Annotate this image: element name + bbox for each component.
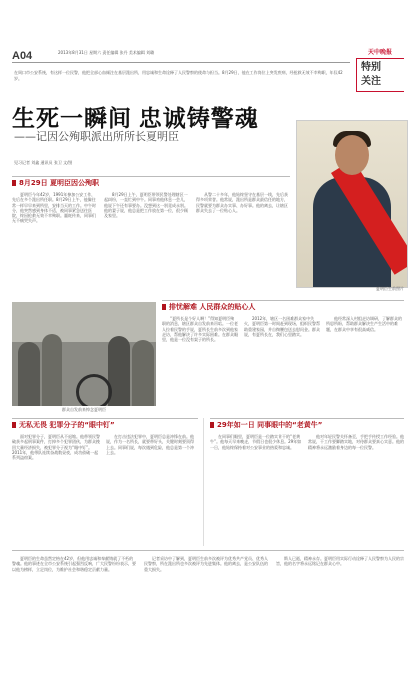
page-number: A04	[12, 50, 33, 62]
section-marker-icon	[12, 180, 16, 186]
article-column-9: 在同事们眼里，夏明臣是一位踏实肯干的“老黄牛”。他每天早来晚走，节假日也很少休息。29年如一日，他始终保持着对公安事业的热爱和忠诚。	[210, 434, 302, 450]
section-heading-4-text: 29年如一日 同事眼中的“老黄牛”	[217, 421, 323, 429]
section-title-line-2: 关注	[361, 76, 381, 87]
article-column-11: 夏明臣的生命虽然定格在42岁，但他用忠诚和奉献铸就了不朽的警魂。他的事迹在全市公安系统引起强烈反响，广大民警纷纷表示，要以他为榜样，立足岗位，为维护社会和谐稳定贡献力量。	[12, 556, 136, 572]
byline: 见习记者 刘鑫 通讯员 张卫 文/图	[14, 160, 73, 165]
section-marker-icon	[12, 422, 16, 428]
section-heading-2-text: 排忧解难 人民群众的贴心人	[169, 303, 256, 311]
article-column-2: 8月29日上午，夏明臣带领民警处理辖区一起纠纷，一直忙到中午。同事劝他休息一会儿，他说下午还有事要办。没想到这一别竟成永别。他的妻子说，他总是把工作放在第一位，很少顾及家里。	[104, 192, 188, 219]
section-marker-icon	[162, 304, 166, 310]
officer-portrait-photo	[296, 120, 408, 288]
column-divider	[203, 418, 204, 546]
mourning-crowd-photo	[12, 302, 156, 406]
section-heading-4	[210, 418, 404, 429]
section-marker-icon	[210, 422, 214, 428]
article-column-1: 夏明臣今年42岁，1991年参加公安工作，先后在多个派出所任职。8月29日上午，他像往常一样早早来到所里，安排当天的工作。中午时分，他突然感到身体不适，被同事紧急送往医院，终因抢救无效不幸殉职。噩耗传来，同事们无不痛哭失声。	[12, 192, 96, 224]
section-title-line-1: 特别	[361, 62, 381, 73]
header-rule	[12, 62, 350, 63]
article-column-7: 面对犯罪分子，夏明臣从不退缩。他带领民警破获多起刑事案件，打掉多个犯罪团伙，为群众挽回大量经济损失，被犯罪分子视为“眼中钉”。2011年，他带队连续奋战数昼夜，成功侦破一起系列盗窃案。	[12, 434, 100, 461]
article-column-3: 从警二十多年，他始终坚守在基层一线，先后获得多项荣誉。他常说，派出所是群众最信任的地方，民警就要为群众办实事、办好事。他的离去，让辖区群众失去了一位贴心人。	[196, 192, 288, 213]
page-date-line: 2013年8月31日 星期六 责任编辑 张丹 美术编辑 刘璐	[58, 50, 155, 55]
article-column-10: 他对年轻民警关怀备至，手把手传授工作经验。他常说，干工作要脚踏实地，对待群众要真心实意。他的精神将永远激励着身边的每一位民警。	[308, 434, 404, 450]
subheadline: ——记因公殉职派出所所长夏明臣	[14, 130, 179, 143]
article-column-12: 记者采访中了解到，夏明臣生前多次被评为优秀共产党员、优秀人民警察，所在派出所也多次被评为先进集体。他的离去，是公安队伍的重大损失。	[144, 556, 268, 572]
section-heading-1-text: 8月29日 夏明臣因公殉职	[19, 179, 100, 187]
intro-paragraph: 在周口市公安系统，有这样一位民警，他把全部心血倾注在基层派出所，用忠诚和生命诠释了人民警察的使命与担当。8月29日，他在工作岗位上突发疾病，经抢救无效不幸殉职，年仅42岁。	[14, 70, 343, 81]
article-column-13: 斯人已逝，精神永存。夏明臣用实际行动诠释了人民警察为人民的宗旨，他的名字将永远铭记在群众心中。	[276, 556, 404, 567]
bottom-rule	[12, 550, 404, 551]
section-brand	[356, 47, 404, 95]
section-heading-2	[162, 300, 404, 311]
section-heading-3	[12, 418, 198, 429]
article-column-4: “夏所长是个好人啊！”得知夏明臣殉职的消息，辖区群众自发前来吊唁。一位老人拉着民警的手说，夏所长生前多次到他家走访，帮他解决了许多实际困难。在群众眼里，他是一位没有架子的所长。	[162, 316, 238, 343]
brand-logo-text: 天中晚报	[367, 49, 392, 56]
article-column-6: 他经常深入村组走访调研，了解群众的所思所盼，帮助群众解决生产生活中的难题，在群众中享有很高威信。	[326, 316, 402, 332]
article-column-8: 在打击违法犯罪中，夏明臣总是冲锋在前。他说，作为一名所长，就要带好头，关键时刻要顶得上去。同事们说，每次遇到危险，他总是第一个冲上去。	[106, 434, 194, 455]
article-column-5: 2012年，辖区一名困难群众家中失火，夏明臣第一时间赶到现场，组织民警帮助重建家园，并自掏腰包送去慰问金。群众说，有夏所长在，我们心里踏实。	[244, 316, 320, 337]
section-heading-1	[12, 176, 290, 187]
section-heading-3-text: 无私无畏 犯罪分子的“眼中钉”	[19, 421, 115, 429]
section-title-box	[356, 58, 404, 92]
portrait-caption: 夏明臣生前照片	[376, 286, 404, 291]
photo-caption: 群众自发前来悼念夏明臣	[62, 407, 106, 412]
headline: 生死一瞬间 忠诚铸警魂	[12, 106, 259, 131]
